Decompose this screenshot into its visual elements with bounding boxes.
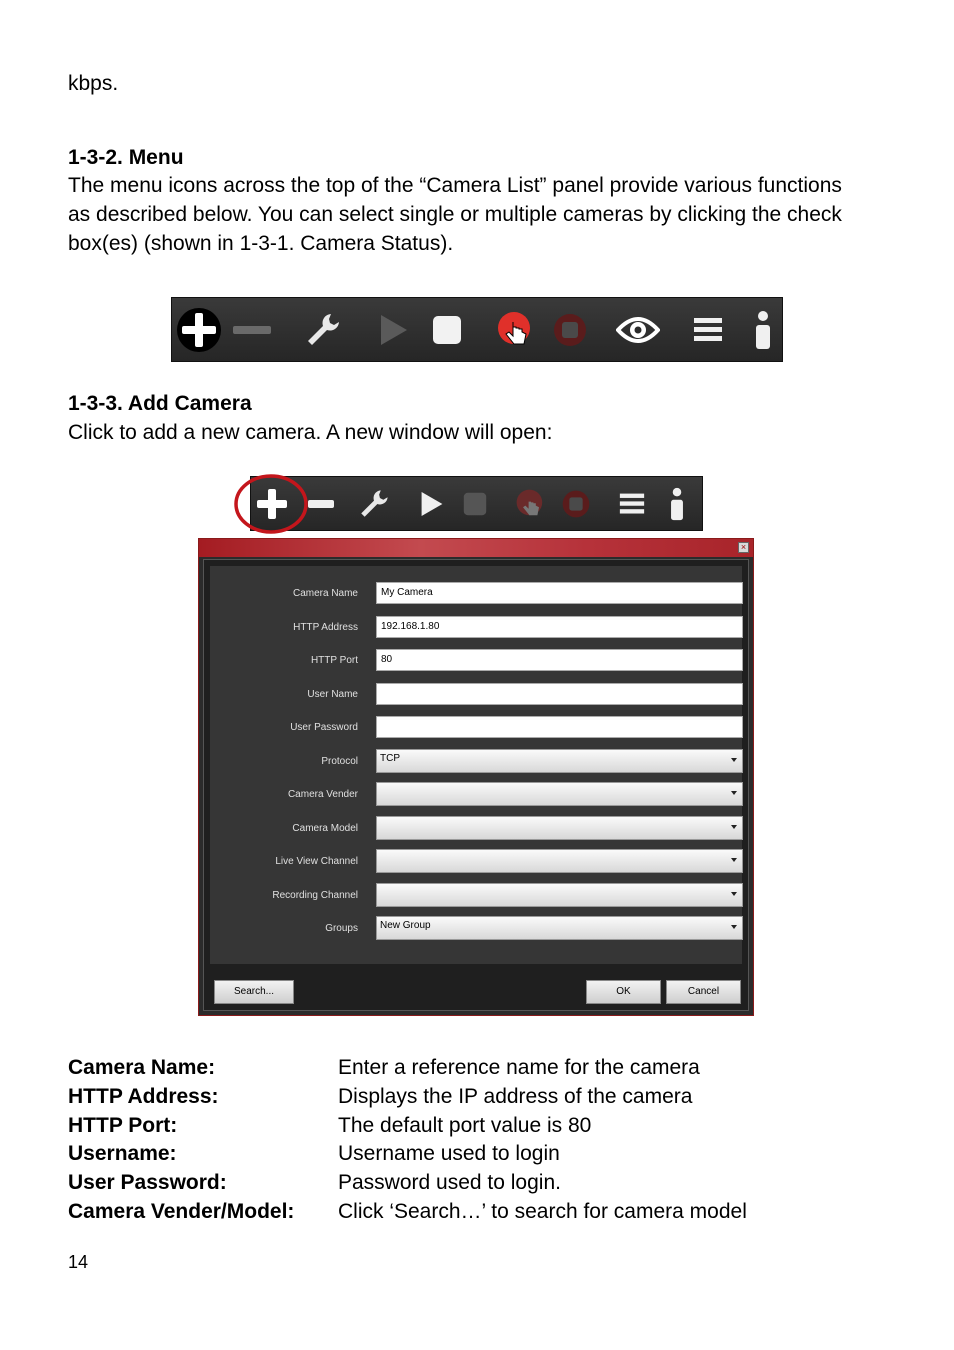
definition-description: Click ‘Search…’ to search for camera model xyxy=(338,1200,747,1223)
camera-vender-select[interactable] xyxy=(376,782,743,806)
protocol-label: Protocol xyxy=(321,755,358,767)
definition-term: Username: xyxy=(68,1142,177,1166)
ok-button[interactable]: OK xyxy=(586,980,661,1004)
definition-term: HTTP Port: xyxy=(68,1113,178,1137)
protocol-select[interactable] xyxy=(376,749,743,773)
http-port-label: HTTP Port xyxy=(310,655,358,666)
close-icon[interactable]: × xyxy=(738,542,749,553)
definition-term: Camera Vender/Model: xyxy=(68,1200,295,1223)
cancel-button[interactable]: Cancel xyxy=(666,980,741,1004)
play-icon[interactable] xyxy=(420,490,444,518)
record-stop-icon[interactable] xyxy=(561,489,591,519)
chevron-down-icon xyxy=(731,791,737,795)
http-address-field[interactable] xyxy=(376,616,743,638)
stop-icon[interactable] xyxy=(432,315,462,345)
user-name-field[interactable] xyxy=(376,683,743,705)
dialog-titlebar xyxy=(199,539,753,557)
add-camera-dialog xyxy=(198,538,754,1016)
user-password-field[interactable] xyxy=(376,716,743,738)
add-camera-paragraph: Click to add a new camera. A new window will open: xyxy=(68,421,553,444)
http-port-value: 80 xyxy=(381,654,393,665)
record-hand-icon[interactable] xyxy=(496,310,536,350)
live-view-channel-select[interactable] xyxy=(376,849,743,873)
stop-icon[interactable] xyxy=(463,492,487,516)
play-icon[interactable] xyxy=(379,313,409,347)
definition-term: Camera Name: xyxy=(68,1056,216,1079)
eye-icon[interactable] xyxy=(616,312,660,348)
camera-name-label: Camera Name xyxy=(292,588,358,599)
recording-channel-select[interactable] xyxy=(376,883,743,907)
info-icon[interactable] xyxy=(754,310,772,350)
definition-description: Password used to login. xyxy=(338,1171,561,1195)
wrench-icon[interactable] xyxy=(357,487,391,521)
record-hand-icon[interactable] xyxy=(515,488,547,520)
live-view-channel-label: Live View Channel xyxy=(275,856,358,867)
groups-label: Groups xyxy=(325,923,358,934)
chevron-down-icon xyxy=(731,892,737,896)
definition-description: Username used to login xyxy=(338,1142,560,1166)
chevron-down-icon xyxy=(731,858,737,862)
camera-model-select[interactable] xyxy=(376,816,743,840)
definition-term: User Password: xyxy=(68,1171,227,1195)
http-port-field[interactable] xyxy=(376,649,743,671)
definition-description: The default port value is 80 xyxy=(338,1113,592,1137)
add-camera-toolbar xyxy=(250,476,703,531)
list-icon[interactable] xyxy=(619,491,645,517)
chevron-down-icon xyxy=(731,758,737,762)
camera-model-label: Camera Model xyxy=(292,822,358,834)
camera-vender-label: Camera Vender xyxy=(287,789,358,800)
dialog-body xyxy=(203,559,749,1011)
chevron-down-icon xyxy=(731,825,737,829)
groups-value: New Group xyxy=(380,920,431,931)
user-password-label: User Password xyxy=(290,722,358,733)
form-area xyxy=(210,566,742,964)
camera-name-value: My Camera xyxy=(381,587,433,598)
wrench-icon[interactable] xyxy=(303,310,343,350)
page-number: 14 xyxy=(68,1252,89,1272)
user-name-label: User Name xyxy=(307,688,358,700)
search-button[interactable]: Search... xyxy=(214,980,294,1004)
top-text: kbps. xyxy=(68,72,119,95)
info-icon[interactable] xyxy=(669,487,685,521)
add-camera-heading: 1-3-3. Add Camera xyxy=(68,392,252,415)
chevron-down-icon xyxy=(731,925,737,929)
http-address-label: HTTP Address xyxy=(293,621,358,633)
protocol-value: TCP xyxy=(380,752,400,764)
menu-heading: 1-3-2. Menu xyxy=(68,146,184,169)
definition-description: Displays the IP address of the camera xyxy=(338,1084,693,1108)
list-icon[interactable] xyxy=(693,315,723,345)
menu-paragraph: The menu icons across the top of the “Camera List” panel provide various functions as described below. You can select single or multiple cameras by clicking the check box(es) (shown in 1-3-1. Camera Status). xyxy=(68,174,842,255)
camera-list-toolbar xyxy=(171,297,783,362)
highlight-circle xyxy=(232,473,312,535)
plus-icon[interactable] xyxy=(176,307,222,353)
definition-description: Enter a reference name for the camera xyxy=(338,1056,700,1079)
camera-name-field[interactable] xyxy=(376,582,743,604)
minus-icon[interactable] xyxy=(233,324,271,336)
definition-term: HTTP Address: xyxy=(68,1084,219,1108)
http-address-value: 192.168.1.80 xyxy=(381,620,440,632)
record-stop-icon[interactable] xyxy=(552,312,588,348)
groups-select[interactable] xyxy=(376,916,743,940)
recording-channel-label: Recording Channel xyxy=(272,889,358,901)
